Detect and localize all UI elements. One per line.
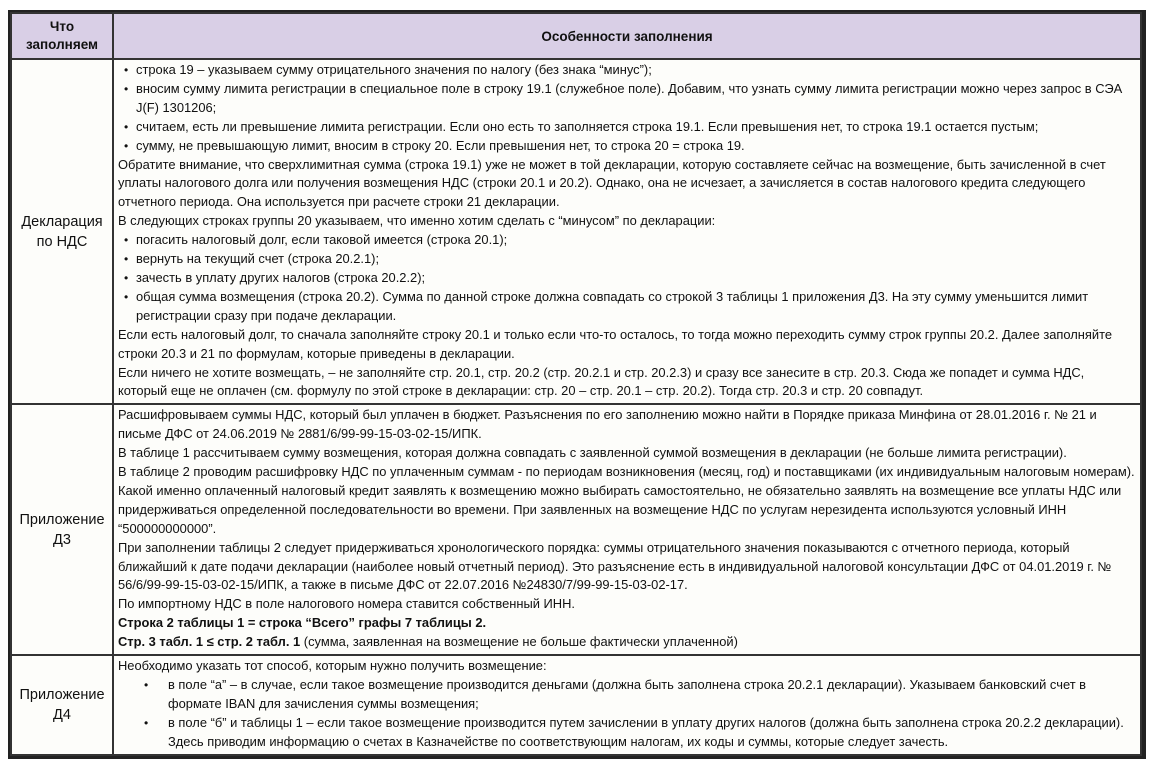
bullet-dot-icon: • [124,119,129,134]
bullet-text: вернуть на текущий счет (строка 20.2.1); [136,251,380,267]
bold-formula: Стр. 3 табл. 1 ≤ стр. 2 табл. 1 [118,634,301,650]
paragraph: В таблице 2 проводим расшифровку НДС по уплаченным суммам - по периодам возникновения (месяц, год) и поставщиками (их индивидуальным налоговым номерам). Какой именно оплаченный налоговый кредит заявлять к возмещению можно выбирать самостоятельно, не обязательно заявлять на возмещение все уплаты НДС или придерживаться определенной последовательности во времени. При заявленных на возмещение НДС по услугам нерезидента используются условный ИНН “500000000000”. [118,464,1135,536]
vat-refund-table-frame [8,10,1146,759]
bullet-text: в поле “б” и таблицы 1 – если такое возмещение производится путем зачислении в уплату других налогов (должна быть заполнена строка 20.2.2 декларации). Здесь приводим информацию о счетах в Казначействе по соответствующим налогам, их коды и суммы, которые следует зачесть. [168,714,1124,749]
bullet-dot-icon: • [124,270,129,285]
paragraph: Если есть налоговый долг, то сначала заполняйте строку 20.1 и только если что-то осталось, то тогда можно переходить сумму строк группы 20.2. Далее заполняйте строки 20.3 и 21 по формулам, которые приведены в декларации. [118,326,1113,361]
bullet-item [118,61,1136,80]
bullet-item [118,250,1136,269]
paragraph: Необходимо указать тот способ, которым нужно получить возмещение: [118,658,547,674]
bullet-text: строка 19 – указываем сумму отрицательного значения по налогу (без знака “минус”); [136,62,652,77]
bold-formula: Строка 2 таблицы 1 = строка “Всего” графы 7 таблицы 2. [118,615,487,631]
bullet-item [118,269,1136,288]
paragraph: По импортному НДС в поле налогового номера ставится собственный ИНН. [118,596,575,612]
bullet-text: зачесть в уплату других налогов (строка 20.2.2); [136,269,426,285]
row-appendix-d3 [11,404,1141,655]
bullet-text: считаем, есть ли превышение лимита регистрации. Если оно есть то заполняется строка 19.1. Если превышения нет, то строка 19.1 остается пустым; [136,118,1039,134]
formula-paragraph [118,633,1136,652]
vat-refund-table [10,12,1142,756]
header-filling-features: Особенности заполнения [113,13,1141,59]
row-appendix-d4 [11,655,1141,755]
bullet-item [118,80,1136,118]
bullet-item [118,714,1136,752]
bullet-dot-icon: • [124,138,129,153]
bullet-item [118,137,1136,156]
bullet-text: вносим сумму лимита регистрации в специальное поле в строку 19.1 (служебное поле). Добавим, что узнать сумму лимита регистрации можно через запрос в СЭА J(F) 1301206; [136,80,1123,115]
paragraph: Если ничего не хотите возмещать, – не заполняйте стр. 20.1, стр. 20.2 (стр. 20.2.1 и стр. 20.2.3) и сразу все занесите в стр. 20.3. Сюда же попадет и сумма НДС, который еще не оплачен (см. формулу по этой строке в декларации: стр. 20 – стр. 20.1 – стр. 20.2). Тогда стр. 20.3 и стр. 20 совпадут. [118,364,1085,399]
bullet-item [118,288,1136,326]
bullet-dot-icon: • [144,678,149,692]
bullet-dot-icon: • [124,289,129,304]
bullet-dot-icon: • [144,715,149,730]
bullet-item [118,231,1136,250]
paragraph: Расшифровываем суммы НДС, который был уплачен в бюджет. Разъяснения по его заполнению можно найти в Порядке приказа Минфина от 28.01.2016 г. № 21 и письме ДФС от 24.06.2019 № 2881/6/99-99-15-03-02-15/ИПК. [118,407,1097,442]
formula-note: (сумма, заявленная на возмещение не больше фактически уплаченной) [300,634,738,650]
row-label-appendix-d3: Приложение Д3 [11,404,113,655]
bullet-text: общая сумма возмещения (строка 20.2). Сумма по данной строке должна совпадать со строкой 3 таблицы 1 приложения Д3. На эту сумму уменьшится лимит регистрации сразу при подаче декларации. [136,288,1089,323]
row-content-appendix-d3 [113,404,1141,655]
bullet-text: погасить налоговый долг, если таковой имеется (строка 20.1); [136,232,508,248]
row-content-appendix-d4 [113,655,1141,755]
row-label-appendix-d4: Приложение Д4 [11,655,113,755]
bullet-text: в поле “а” – в случае, если такое возмещение производится деньгами (должна быть заполнена строка 20.2.1 декларации). Указываем банковский счет в формате IBAN для зачисления суммы возмещения; [168,677,1087,711]
bullet-dot-icon: • [124,81,129,96]
bullet-item [118,676,1136,714]
bullet-item [118,118,1136,137]
bullet-dot-icon: • [124,233,129,248]
bullet-text: сумму, не превышающую лимит, вносим в строку 20. Если превышения нет, то строка 20 = строка 19. [136,137,745,153]
paragraph: В таблице 1 рассчитываем сумму возмещения, которая должна совпадать с заявленной суммой возмещения в декларации (не больше лимита регистрации). [118,445,1067,461]
paragraph: При заполнении таблицы 2 следует придерживаться хронологического порядка: суммы отрицательного значения показываются с отчетного периода, который ближайший к дате подачи декларации (наиболее новый отчетный период). Это разъяснение есть в индивидуальной налоговой консультации ДФС от 04.01.2019 г. № 56/6/99-99-15-03-02-15/ИПК, а также в письме ДФС от 22.07.2016 №24830/7/99-99-15-03-02-17. [118,539,1112,593]
row-content-declaration [113,59,1141,404]
header-row [11,13,1141,59]
paragraph: Обратите внимание, что сверхлимитная сумма (строка 19.1) уже не может в той декларации, которую составляете сейчас на возмещение, быть зачисленной в счет уплаты налогового долга или получения возмещения НДС (строки 20.1 и 20.2). Однако, она не исчезает, а зачисляется в состав налогового кредита следующего отчетного периода. Она используется при расчете строки 21 декларации. [118,156,1106,210]
row-vat-declaration [11,59,1141,404]
bullet-dot-icon: • [124,63,129,77]
paragraph: В следующих строках группы 20 указываем, что именно хотим сделать с “минусом” по декларации: [118,213,716,229]
header-what-to-fill: Что заполняем [11,13,113,59]
bullet-dot-icon: • [124,252,129,267]
row-label-declaration: Декларация по НДС [11,59,113,404]
